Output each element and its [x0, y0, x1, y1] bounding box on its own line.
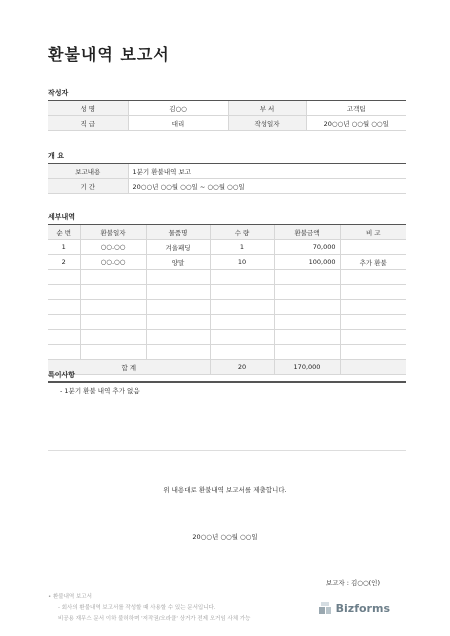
- table-cell: 70,000: [274, 240, 340, 255]
- report-value: 1분기 환불내역 보고: [128, 164, 406, 179]
- table-cell: ○○.○○: [80, 240, 146, 255]
- details-column-header: 비 고: [340, 225, 406, 240]
- dept-value: 고객팀: [306, 101, 406, 116]
- rank-value: 대리: [128, 116, 228, 131]
- period-value: 20○○년 ○○월 ○○일 ~ ○○월 ○○일: [128, 179, 406, 194]
- total-row: [48, 360, 406, 375]
- date-label: 작성일자: [228, 116, 306, 131]
- footer-line-3: 비공용 재무스 문서 이하 불허하며 '저작권/오라클' 상거가 전제 오거임 사체 가능: [58, 616, 251, 622]
- table-cell: [80, 285, 146, 300]
- name-value: 김○○: [128, 101, 228, 116]
- table-cell: 1: [48, 240, 80, 255]
- table-cell: [340, 330, 406, 345]
- table-cell: [340, 300, 406, 315]
- table-cell: [146, 300, 210, 315]
- bizforms-logo-icon: [317, 600, 333, 616]
- table-cell: 겨울패딩: [146, 240, 210, 255]
- table-cell: [210, 300, 274, 315]
- details-table: [48, 224, 406, 375]
- author-heading: 작성자: [48, 89, 69, 97]
- details-column-header: 환불일자: [80, 225, 146, 240]
- period-label: 기 간: [48, 179, 128, 194]
- table-cell: [146, 330, 210, 345]
- remarks-divider-bottom: [48, 450, 406, 451]
- overview-table: [48, 163, 406, 194]
- footer-line-2: - 회사의 환불내역 보고서를 작성할 때 사용할 수 있는 문서입니다.: [58, 605, 216, 611]
- table-cell: 100,000: [274, 255, 340, 270]
- table-cell: [340, 270, 406, 285]
- table-cell: [146, 285, 210, 300]
- table-cell: 2: [48, 255, 80, 270]
- table-cell: [340, 315, 406, 330]
- table-cell: [274, 300, 340, 315]
- details-heading: 세부내역: [48, 213, 76, 221]
- table-cell: [48, 345, 80, 360]
- table-cell: [48, 285, 80, 300]
- name-label: 성 명: [48, 101, 128, 116]
- table-cell: [48, 330, 80, 345]
- date-value: 20○○년 ○○월 ○○일: [306, 116, 406, 131]
- footer-line-1: • 환불내역 보고서: [48, 594, 92, 600]
- table-cell: [210, 330, 274, 345]
- table-row: [48, 315, 406, 330]
- table-cell: ○○.○○: [80, 255, 146, 270]
- table-cell: [146, 315, 210, 330]
- table-row: [48, 345, 406, 360]
- table-row: [48, 285, 406, 300]
- table-cell: [274, 270, 340, 285]
- table-cell: [210, 270, 274, 285]
- table-row: [48, 255, 406, 270]
- table-cell: [210, 345, 274, 360]
- table-cell: 1: [210, 240, 274, 255]
- table-cell: [48, 300, 80, 315]
- table-cell: [48, 315, 80, 330]
- table-cell: [210, 315, 274, 330]
- total-amount: 170,000: [274, 360, 340, 375]
- table-row: [48, 270, 406, 285]
- rank-label: 직 급: [48, 116, 128, 131]
- table-cell: [210, 285, 274, 300]
- document-title: 환불내역 보고서: [48, 45, 170, 64]
- table-cell: [80, 345, 146, 360]
- total-quantity: 20: [210, 360, 274, 375]
- table-row: [48, 240, 406, 255]
- details-column-header: 물품명: [146, 225, 210, 240]
- bizforms-logo-text: Bizforms: [335, 601, 390, 615]
- remarks-heading: 특이사항: [48, 371, 76, 379]
- table-cell: [146, 345, 210, 360]
- dept-label: 부 서: [228, 101, 306, 116]
- author-table: [48, 100, 406, 131]
- remarks-divider-top: [48, 381, 406, 383]
- table-cell: [80, 270, 146, 285]
- remarks-text: - 1분기 환불 내역 추가 없음: [60, 387, 140, 395]
- total-label: 합 계: [48, 360, 210, 375]
- report-label: 보고내용: [48, 164, 128, 179]
- table-cell: [80, 300, 146, 315]
- table-cell: [80, 330, 146, 345]
- table-cell: [146, 270, 210, 285]
- table-cell: 10: [210, 255, 274, 270]
- table-row: [48, 300, 406, 315]
- details-column-header: 환불금액: [274, 225, 340, 240]
- table-cell: [48, 270, 80, 285]
- table-cell: [274, 285, 340, 300]
- table-cell: [340, 345, 406, 360]
- bizforms-logo: [317, 600, 390, 616]
- table-cell: 양말: [146, 255, 210, 270]
- reporter-line: 보고자 : 김○○(인): [325, 579, 380, 587]
- table-cell: 추가 환불: [340, 255, 406, 270]
- details-header-row: [48, 225, 406, 240]
- signature-date: 20○○년 ○○월 ○○일: [192, 533, 258, 541]
- table-cell: [340, 240, 406, 255]
- total-note: [340, 360, 406, 375]
- submission-statement: 위 내용대로 환불내역 보고서를 제출합니다.: [163, 486, 287, 494]
- table-cell: [340, 285, 406, 300]
- table-row: [48, 330, 406, 345]
- table-cell: [274, 315, 340, 330]
- table-cell: [274, 345, 340, 360]
- table-cell: [274, 330, 340, 345]
- details-column-header: 순 번: [48, 225, 80, 240]
- overview-heading: 개 요: [48, 152, 64, 160]
- details-column-header: 수 량: [210, 225, 274, 240]
- table-cell: [80, 315, 146, 330]
